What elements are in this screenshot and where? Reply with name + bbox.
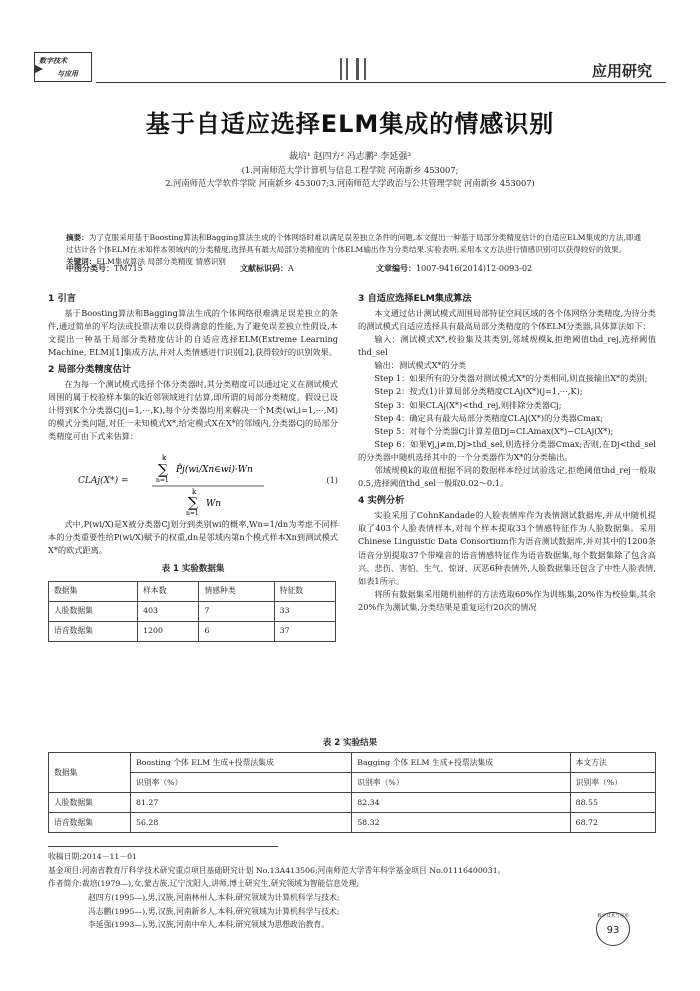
- algorithm-step: Step 5：对每个分类器Cj计算差值Dj=CLAmax(X*)−CLAj(X*);: [374, 425, 614, 436]
- author-bio: 李延强(1993—),男,汉族,河南中牟人,本科,研究领域为思想政治教育。: [88, 920, 330, 930]
- clc-number: 中图分类号：TM715: [66, 263, 143, 273]
- svg-text:k: k: [162, 453, 167, 462]
- section-4-paragraph-2: 将所有数据集采用随机抽样的方法选取60%作为训练集,20%作为校验集,其余20%作为测试集,分类结果是重复运行20次的情况: [358, 588, 656, 613]
- section-2-title: 2 局部分类精度估计: [48, 364, 132, 376]
- table-2-cell: 82.34: [352, 793, 570, 813]
- algorithm-step: Step 2：按式(1)计算局部分类精度CLAj(X*)(j=1,⋯,K);: [374, 386, 583, 397]
- table-2: [48, 752, 656, 833]
- table-2-group-header: Boosting 个体 ELM 生成+投票法集成: [131, 753, 352, 773]
- paper-title: 基于自适应选择ELM集成的情感识别: [145, 110, 555, 138]
- footnotes: [48, 850, 656, 932]
- algorithm-step: Step 6：如果∀j,j≠m,Dj>thd_sel,则选择分类器Cmax;否则,在Dj<thd_sel的分类器中随机选择其中的一个分类器作为X*的分类输出。: [358, 438, 656, 463]
- page-number-badge: [596, 912, 630, 946]
- svg-text:n=1: n=1: [156, 476, 169, 484]
- table-2-cell: 68.72: [570, 813, 655, 833]
- table-1-cell: 33: [274, 601, 335, 621]
- author-bio: 赵四方(1995—),男,汉族,河南林州人,本科,研究领域为计算机科学与技术;: [88, 892, 340, 902]
- table-2-cell: 81.27: [131, 793, 352, 813]
- table-1-cell: 6: [199, 621, 274, 641]
- table-2-group-header: 本文方法: [570, 753, 655, 773]
- abstract-label: 摘要：: [66, 233, 89, 242]
- author-bio: 作者简介:裁培(1979—),女,蒙古族,辽宁沈阳人,讲师,博士研究生,研究领域为智能信息处理;: [48, 879, 360, 889]
- left-column: [48, 292, 338, 642]
- section-4-paragraph-1: 实验采用了CohnKandade的人脸表情库作为表情测试数据库,并从中随机提取了403个人脸表情样本,对每个样本提取33个情感特征作为人脸数据集。采用Chinese Linguistic Data Consortium作为语音测试数据库,并对其中的1200条语音分别提取37个带噪音的语音情感特征作为语音数据集,每个数据集除了包含高兴、悲伤、害怕、生气、惊讶、厌恶6种表情外,人脸数据集还包含了中性人脸表情,如表1所示。: [358, 510, 656, 586]
- section-1-title: 1 引言: [48, 293, 76, 304]
- svg-text:k: k: [192, 487, 197, 496]
- doc-code: 文献标识码：A: [240, 263, 294, 273]
- table-1-cell: 7: [199, 601, 274, 621]
- section-3-paragraph-1: 本文通过估计测试模式周围局部特征空间区域的各个体网络分类精度,为待分类的测试模式自适应选择具有最高局部分类精度的个体ELM分类器,具体算法如下：: [358, 307, 656, 331]
- table-1-caption: 表 1 实验数据集: [161, 563, 225, 574]
- algorithm-step: Step 3：如果CLAj(X*)<thd_rej,则排除分类器Cj;: [374, 399, 562, 410]
- table-1-cell: 403: [138, 601, 199, 621]
- right-column: [358, 292, 656, 614]
- keywords: ELM集成算法 局部分类精度 情感识别: [96, 256, 226, 266]
- logo-line2: 与应用: [57, 69, 78, 78]
- section-2-paragraph-1: 在为每一个测试模式选择个体分类器时,其分类精度可以通过定义在测试模式周围的属于校验样本集的k近邻领域进行估算,即所谓的局部分类精度。假设已设计得到K个分类器Cj(j=1,⋯,K),每个分类器均用来解决一个M类(wi,i=1,⋯,M)的模式分类问题,对任一未知模式X*,给定模式X在X*的邻域内,分类器Cj的局部分类精度可由下式来估算：: [48, 378, 338, 442]
- formula-lhs: CLAj(X*) =: [78, 475, 129, 486]
- table-1-cell: 37: [274, 621, 335, 641]
- table-2-header-cell: 数据集: [49, 753, 131, 793]
- algorithm-input: 输入：测试模式X*,校验集及其类别,邻域规模k,拒绝阈值thd_rej,选择阈值thd_sel: [358, 333, 656, 358]
- table-2-group-header: Bagging 个体 ELM 生成+投票法集成: [352, 753, 570, 773]
- affiliation-line-1: (1.河南师范大学计算机与信息工程学院 河南新乡 453007;: [241, 165, 459, 175]
- svg-text:P̂j(wi/Xn∈wi)·Wn: P̂j(wi/Xn∈wi)·Wn: [176, 464, 253, 475]
- table-2-cell: 58.32: [352, 813, 570, 833]
- formula-number: (1): [326, 474, 338, 485]
- logo-line1: 数字技术: [39, 56, 67, 65]
- page-stamp-text: 数字技术与应用: [597, 914, 629, 919]
- table-1: [48, 581, 336, 642]
- affiliation-line-2: 2.河南师范大学软件学院 河南新乡 453007;3.河南师范大学政治与公共管理学院 河南新乡 453007): [165, 178, 535, 188]
- authors: 裁培¹ 赵四方² 冯志鹏² 李延强³: [288, 152, 411, 162]
- abstract-text: 为了克服采用基于Boosting算法和Bagging算法生成的个体网络时难以满足误差独立条件的问题,本文提出一种基于局部分类精度估计的自适应ELM集成的方法,即通过估计各个体ELM在未知样本领域内的分类精度,选择具有最大局部分类精度的个体ELM输出作为分类结果.实验表明,采用本文方法进行情感识别可以获得较好的效果。: [66, 233, 642, 254]
- algorithm-step: Step 4：确定具有最大局部分类精度CLAj(X*)的分类器Cmax;: [374, 412, 604, 423]
- table-2-cell: 语音数据集: [49, 813, 131, 833]
- header-rule: [96, 82, 666, 83]
- table-1-header-cell: 数据集: [49, 581, 138, 601]
- table-1-header-cell: 特征数: [274, 581, 335, 601]
- formula-fraction: [148, 450, 268, 516]
- section-1-paragraph: 基于Boosting算法和Bagging算法生成的个体网络很难满足误差独立的条件,通过简单的平均法或投票法难以获得满意的性能,为了避免误差独立性假设,本文提出一种基于局部分类精度估计的自适应选择ELM(Extreme Learning Machine, ELM)[1]集成方法,并对人类情感进行识别[2],获得较好的识别效果。: [48, 307, 338, 358]
- header-bars-decoration: [340, 58, 370, 80]
- table-1-cell: 人脸数据集: [49, 601, 138, 621]
- algorithm-step: Step 1：如果所有的分类器对测试模式X*的分类相同,则直接输出X*的类别;: [374, 373, 648, 384]
- abstract: [66, 232, 648, 267]
- table-1-header-cell: 情感种类: [199, 581, 274, 601]
- section-4-title: 4 实例分析: [358, 495, 405, 507]
- table-2-sub-header: 识别率（%）: [352, 773, 570, 793]
- article-number: 文章编号：1007-9416(2014)12-0093-02: [376, 263, 533, 273]
- table-1-cell: 语音数据集: [49, 621, 138, 641]
- formula-1: [48, 448, 338, 518]
- table-2-cell: 56.28: [131, 813, 352, 833]
- table-2-cell: 88.55: [570, 793, 655, 813]
- svg-text:∑: ∑: [188, 494, 198, 511]
- svg-text:Wn: Wn: [206, 498, 222, 509]
- author-bio: 冯志鹏(1995—),男,汉族,河南新乡人,本科,研究领域为计算机科学与技术;: [88, 906, 340, 916]
- table-2-caption: 表 2 实验结果: [322, 738, 378, 748]
- page-number: 93: [606, 925, 620, 936]
- section-3-paragraph-2: 邻域规模k的取值根据不同的数据样本经过试验选定,拒绝阈值thd_rej一般取0.5,选择阈值thd_sel一般取0.02～0.1。: [358, 465, 656, 489]
- table-1-header-cell: 样本数: [138, 581, 199, 601]
- section-3-title: 3 自适应选择ELM集成算法: [358, 293, 472, 304]
- table-2-cell: 人脸数据集: [49, 793, 131, 813]
- received-date: 收稿日期:2014－11－01: [48, 852, 138, 861]
- table-1-cell: 1200: [138, 621, 199, 641]
- svg-text:n=1: n=1: [186, 509, 199, 516]
- algorithm-output: 输出：测试模式X*的分类: [374, 360, 467, 371]
- fund-info: 基金项目:河南省教育厅科学技术研究重点项目基础研究计划 No.13A413506;河南师范大学青年科学基金项目 No.01116400031。: [48, 865, 506, 875]
- section-2-paragraph-2: 式中,P(wi/X)是X被分类器Cj划分到类别wi的概率,Wn=1/dn为考虑不同样本的分类重要性给P(wi/X)赋予的权重,dn是邻域内第n个模式样本Xn到测试模式X*的欧式距离。: [48, 518, 338, 555]
- table-2-sub-header: 识别率（%）: [131, 773, 352, 793]
- svg-text:∑: ∑: [158, 461, 168, 478]
- keywords-label: 关键词：: [66, 256, 97, 266]
- journal-logo: [34, 52, 92, 82]
- footnote-rule: [48, 846, 278, 847]
- table-2-sub-header: 识别率（%）: [570, 773, 655, 793]
- section-label: 应用研究: [591, 62, 652, 80]
